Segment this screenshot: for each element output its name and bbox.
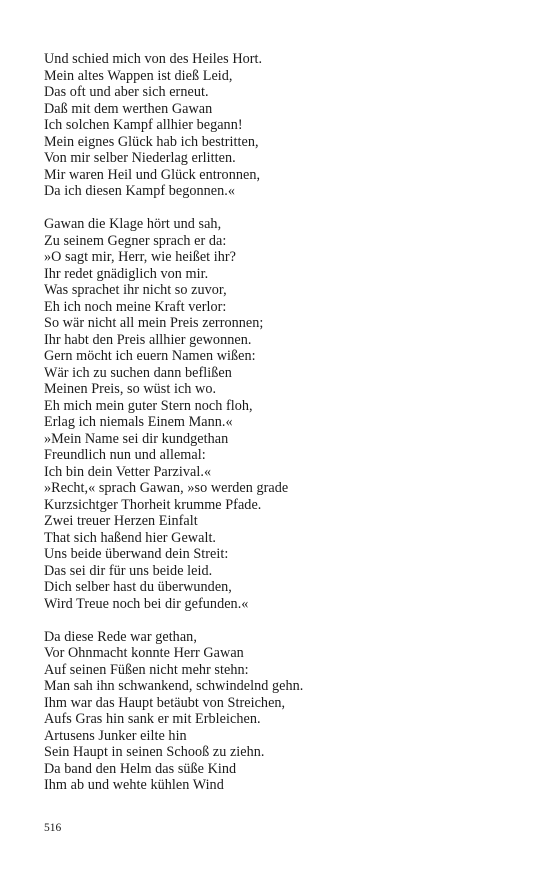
page-number: 516	[44, 822, 62, 834]
verse-line: Ihr redet gnädiglich von mir.	[44, 265, 209, 282]
verse-line: Wird Treue noch bei dir gefunden.«	[44, 595, 249, 612]
verse-line: Aufs Gras hin sank er mit Erbleichen.	[44, 711, 261, 727]
verse-line: Daß mit dem werthen Gawan	[44, 100, 213, 117]
verse-line: Erlag ich niemals Einem Mann.«	[44, 414, 233, 430]
verse-line: Gern möcht ich euern Namen wißen:	[44, 348, 256, 364]
verse-line: Mein altes Wappen ist dieß Leid,	[44, 67, 233, 84]
verse-line: Das sei dir für uns beide leid.	[44, 562, 213, 579]
verse-line: Artusens Junker eilte hin	[44, 727, 187, 744]
verse-line: Auf seinen Füßen nicht mehr stehn:	[44, 661, 249, 678]
verse-line: Was sprachet ihr nicht so zuvor,	[44, 282, 227, 298]
verse-line: Meinen Preis, so wüst ich wo.	[44, 381, 217, 397]
verse-line: Da band den Helm das süße Kind	[44, 760, 237, 777]
stanza	[44, 51, 514, 200]
verse-line: Von mir selber Niederlag erlitten.	[44, 150, 236, 166]
verse-line: Da ich diesen Kampf begonnen.«	[44, 183, 236, 199]
verse-line: Das oft und aber sich erneut.	[44, 84, 209, 100]
verse-line: Ihm war das Haupt betäubt von Streichen,	[44, 694, 286, 711]
stanza	[44, 629, 514, 794]
verse-line: Und schied mich von des Heiles Hort.	[44, 51, 263, 67]
verse-line: Uns beide überwand dein Streit:	[44, 546, 229, 562]
verse-line: Ich bin dein Vetter Parzival.«	[44, 463, 212, 480]
verse-line: Freundlich nun und allemal:	[44, 447, 206, 463]
verse-line: Ich solchen Kampf allhier begann!	[44, 117, 243, 133]
verse-line: So wär nicht all mein Preis zerronnen;	[44, 315, 264, 331]
stanza	[44, 216, 514, 612]
verse-line: Ihr habt den Preis allhier gewonnen.	[44, 331, 252, 348]
verse-line: »Recht,« sprach Gawan, »so werden grade	[44, 480, 289, 496]
verse-line: Kurzsichtger Thorheit krumme Pfade.	[44, 496, 262, 513]
verse-line: Vor Ohnmacht konnte Herr Gawan	[44, 645, 244, 661]
verse-line: Mein eignes Glück hab ich bestritten,	[44, 133, 259, 150]
verse-line: Wär ich zu suchen dann beflißen	[44, 364, 232, 381]
verse-line: Gawan die Klage hört und sah,	[44, 216, 222, 232]
verse-line: »Mein Name sei dir kundgethan	[44, 430, 229, 447]
verse-line: Eh ich noch meine Kraft verlor:	[44, 298, 227, 315]
verse-line: Dich selber hast du überwunden,	[44, 579, 232, 595]
verse-line: That sich haßend hier Gewalt.	[44, 529, 217, 546]
verse-line: Zwei treuer Herzen Einfalt	[44, 513, 198, 529]
verse-line: Da diese Rede war gethan,	[44, 628, 197, 645]
verse-line: Sein Haupt in seinen Schooß zu ziehn.	[44, 744, 265, 760]
verse-line: Man sah ihn schwankend, schwindelnd gehn.	[44, 678, 304, 694]
verse-line: Eh mich mein guter Stern noch floh,	[44, 397, 253, 414]
verse-line: Zu seinem Gegner sprach er da:	[44, 232, 227, 249]
verse-line: Ihm ab und wehte kühlen Wind	[44, 777, 224, 793]
verse-line: Mir waren Heil und Glück entronnen,	[44, 166, 261, 183]
poem-text	[44, 51, 514, 794]
verse-line: »O sagt mir, Herr, wie heißet ihr?	[44, 249, 237, 265]
